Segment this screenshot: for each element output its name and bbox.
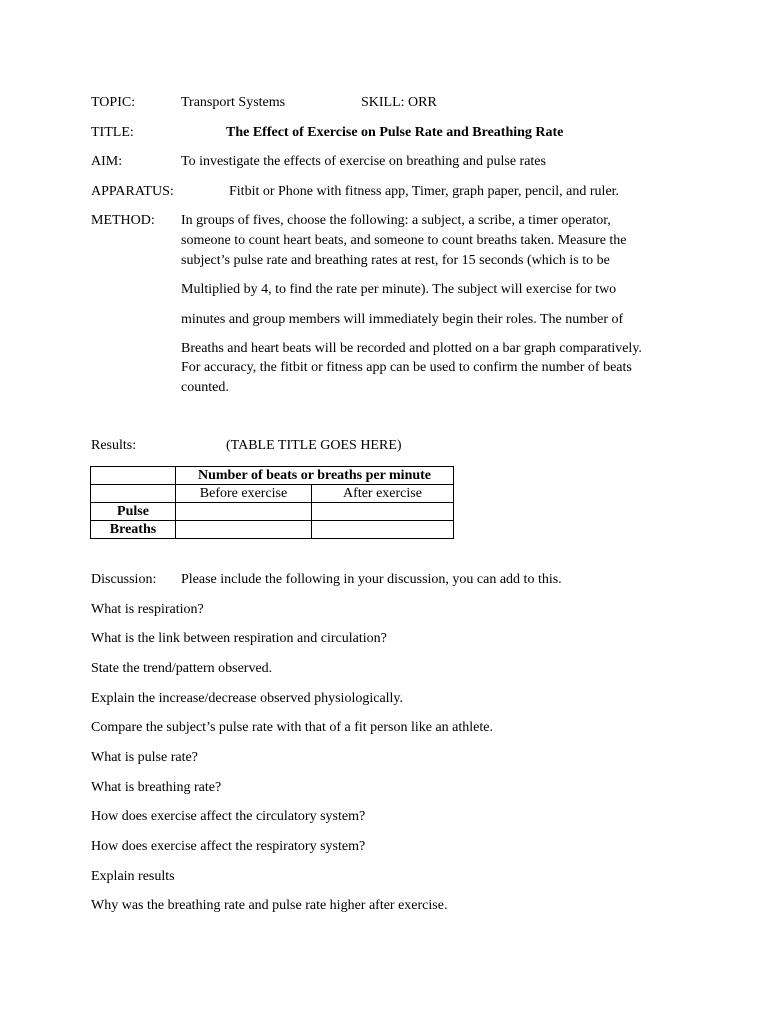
table-cell [312, 521, 454, 539]
discussion-question: How does exercise affect the circulatory system? [91, 809, 366, 824]
discussion-question: What is pulse rate? [91, 750, 198, 765]
method-line: Breaths and heart beats will be recorded and plotted on a bar graph comparatively. [181, 341, 642, 356]
table-row [91, 485, 454, 503]
table-row [91, 503, 454, 521]
topic-value: Transport Systems [181, 95, 286, 110]
discussion-intro: Please include the following in your discussion, you can add to this. [181, 572, 562, 587]
method-line: minutes and group members will immediately begin their roles. The number of [181, 312, 624, 327]
apparatus-label: APPARATUS: [91, 184, 174, 199]
col-header-after: After exercise [312, 485, 454, 503]
aim-text: To investigate the effects of exercise on breathing and pulse rates [181, 154, 546, 169]
discussion-question: Compare the subject’s pulse rate with that of a fit person like an athlete. [91, 720, 493, 735]
table-cell [312, 503, 454, 521]
aim-label: AIM: [91, 154, 123, 169]
method-line: counted. [181, 380, 229, 395]
col-header-before: Before exercise [176, 485, 312, 503]
method-label: METHOD: [91, 213, 155, 228]
method-line: In groups of fives, choose the following: a subject, a scribe, a timer operator, [181, 213, 611, 228]
discussion-label: Discussion: [91, 572, 157, 587]
discussion-question: What is respiration? [91, 602, 204, 617]
title-label: TITLE: [91, 125, 134, 140]
table-row [91, 521, 454, 539]
table-cell [91, 485, 176, 503]
method-line: someone to count heart beats, and someone to count breaths taken. Measure the [181, 233, 627, 248]
method-line: Multiplied by 4, to find the rate per minute). The subject will exercise for two [181, 282, 617, 297]
table-cell [91, 467, 176, 485]
discussion-question: Explain the increase/decrease observed physiologically. [91, 691, 404, 706]
method-line: For accuracy, the fitbit or fitness app can be used to confirm the number of beats [181, 360, 632, 375]
apparatus-text: Fitbit or Phone with fitness app, Timer, graph paper, pencil, and ruler. [229, 184, 620, 199]
row-header-pulse: Pulse [91, 503, 176, 521]
row-header-breaths: Breaths [91, 521, 176, 539]
discussion-question: How does exercise affect the respiratory system? [91, 839, 366, 854]
results-table [90, 466, 454, 539]
table-group-header: Number of beats or breaths per minute [176, 467, 454, 485]
table-cell [176, 503, 312, 521]
method-line: subject’s pulse rate and breathing rates at rest, for 15 seconds (which is to be [181, 253, 610, 268]
discussion-question: Explain results [91, 869, 175, 884]
table-cell [176, 521, 312, 539]
table-row [91, 467, 454, 485]
discussion-question: What is the link between respiration and circulation? [91, 631, 387, 646]
skill-text: SKILL: ORR [361, 95, 437, 110]
topic-label: TOPIC: [91, 95, 136, 110]
results-label: Results: [91, 438, 137, 453]
discussion-question: Why was the breathing rate and pulse rate higher after exercise. [91, 898, 448, 913]
table-title: (TABLE TITLE GOES HERE) [226, 438, 402, 453]
page-title: The Effect of Exercise on Pulse Rate and Breathing Rate [226, 125, 564, 140]
discussion-question: State the trend/pattern observed. [91, 661, 273, 676]
discussion-question: What is breathing rate? [91, 780, 222, 795]
